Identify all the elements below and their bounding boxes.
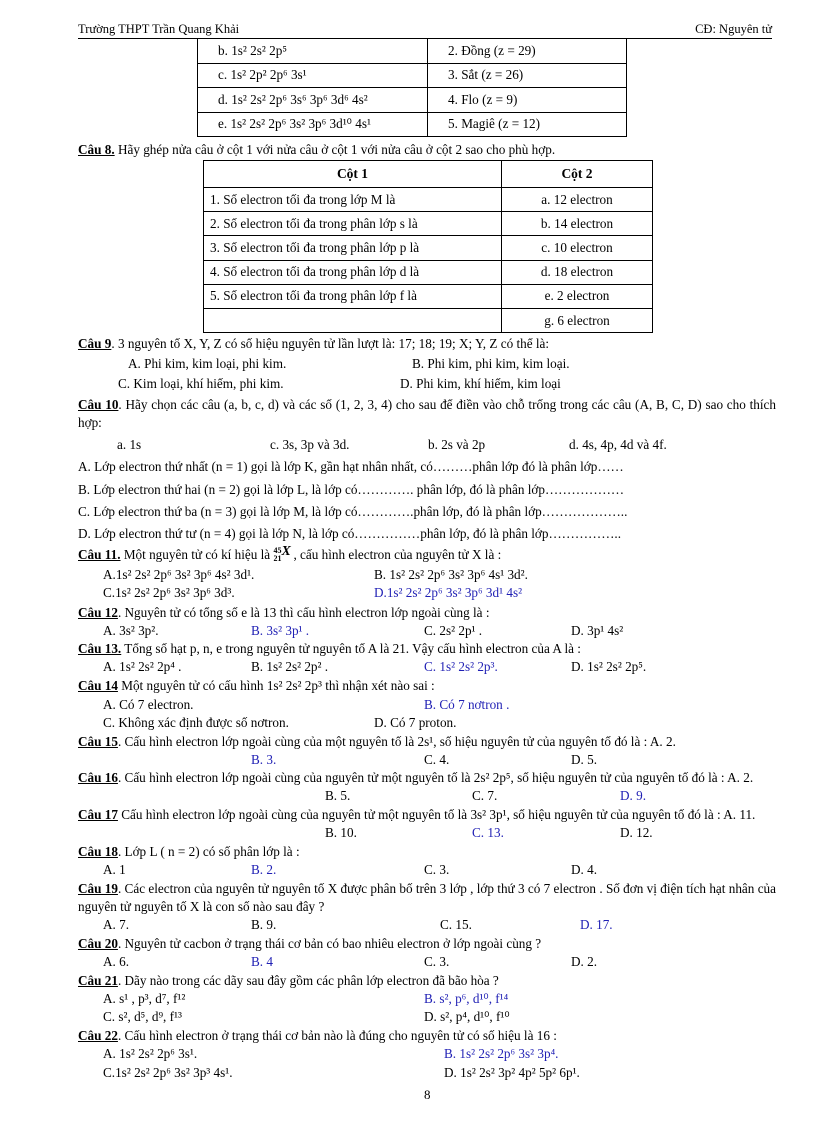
- answer-b: B. 4: [251, 954, 273, 969]
- answer-d: D.1s² 2s² 2p⁶ 3s² 3p⁶ 3d¹ 4s²: [374, 585, 523, 600]
- answer-b: B. s², p⁶, d¹⁰, f¹⁴: [424, 991, 509, 1006]
- answer-b: B. 1s² 2s² 2p⁶ 3s² 3p⁶ 4s¹ 3d².: [374, 567, 528, 582]
- matching-table-q8: [203, 160, 653, 333]
- atomic-number: 21: [273, 554, 282, 563]
- question-label: Câu 12: [78, 605, 118, 620]
- question-text: . Cấu hình electron lớp ngoài cùng của nguyên tử một nguyên tố là 2s² 2p⁵, số hiệu nguyên tử của nguyên tố đó là : A. 2.: [117, 770, 754, 785]
- question-19: [78, 880, 776, 916]
- question-label: Câu 9: [78, 336, 112, 351]
- col1-header: Cột 1: [204, 161, 502, 188]
- question-text: . Cấu hình electron lớp ngoài cùng của một nguyên tố là 2s¹, số hiệu nguyên tử của nguyên tố đó là : A. 2.: [117, 734, 676, 749]
- table-cell: 5. Magiê (z = 12): [428, 112, 627, 137]
- question-label: Câu 17: [78, 807, 118, 822]
- answer-c: C.1s² 2s² 2p⁶ 3s² 3p³ 4s¹.: [103, 1065, 233, 1080]
- answer-b: B. 1s² 2s² 2p⁶ 3s² 3p⁴.: [444, 1046, 559, 1061]
- answer-d: D. Có 7 proton.: [374, 715, 457, 730]
- table-cell: d. 1s² 2s² 2p⁶ 3s⁶ 3p⁶ 3d⁶ 4s²: [198, 88, 428, 113]
- col2-header: Cột 2: [502, 161, 653, 188]
- table-cell: 2. Số electron tối đa trong phân lớp s là: [204, 212, 502, 236]
- question-label: Câu 8.: [78, 142, 115, 157]
- answer-a: A.1s² 2s² 2p⁶ 3s² 3p⁶ 4s² 3d¹.: [103, 567, 255, 582]
- question-label: Câu 15: [78, 734, 118, 749]
- table-cell: 2. Đồng (z = 29): [428, 39, 627, 64]
- answer-a: A. s¹ , p³, d⁷, f¹²: [103, 991, 186, 1006]
- matching-table-top: [197, 38, 627, 137]
- question-text: Tổng số hạt p, n, e trong nguyên tử nguyên tố A là 21. Vậy cấu hình electron của A là :: [121, 641, 581, 656]
- answer-d: D. 3p¹ 4s²: [571, 623, 624, 638]
- table-row: [198, 88, 627, 113]
- answer-d: D. 9.: [620, 788, 647, 803]
- table-cell: 4. Flo (z = 9): [428, 88, 627, 113]
- table-row: [198, 63, 627, 88]
- answer-c: C. s², d⁵, d⁹, f¹³: [103, 1009, 182, 1024]
- answer-c: C. Không xác định được số nơtron.: [103, 715, 289, 730]
- question-text: . Hãy chọn các câu (a, b, c, d) và các số (1, 2, 3, 4) cho sau để điền vào chỗ trống trong các câu (A, B, C, D) sao cho thích hợp:: [78, 397, 776, 430]
- answer-a: A. Có 7 electron.: [103, 697, 194, 712]
- question-label: Câu 19: [78, 881, 118, 896]
- answer-b: B. 5.: [325, 788, 351, 803]
- question-label: Câu 13.: [78, 641, 122, 656]
- answer-b: B. 10.: [325, 825, 357, 840]
- answer-a: A. 1: [103, 862, 126, 877]
- question-18: [78, 843, 300, 861]
- school-name: Trường THPT Trần Quang Khải: [78, 22, 240, 36]
- page-header: [78, 24, 772, 39]
- answer-c: C. 4.: [424, 752, 450, 767]
- question-label: Câu 18: [78, 844, 118, 859]
- question-label: Câu 14: [78, 678, 118, 693]
- answer-c: C. 1s² 2s² 2p³.: [424, 659, 498, 674]
- table-cell: 3. Sắt (z = 26): [428, 63, 627, 88]
- answer-c: C. 7.: [472, 788, 498, 803]
- table-row: [204, 260, 653, 284]
- question-text: . Dãy nào trong các dãy sau đây gồm các phân lớp electron đã bão hòa ?: [117, 973, 499, 988]
- question-label: Câu 11.: [78, 547, 121, 562]
- answer-b: B. 1s² 2s² 2p² .: [251, 659, 329, 674]
- table-cell: 5. Số electron tối đa trong phân lớp f là: [204, 284, 502, 308]
- table-row: [204, 308, 653, 332]
- question-text: . Nguyên tử có tổng số e là 13 thì cấu hình electron lớp ngoài cùng là :: [117, 605, 490, 620]
- question-13: [78, 640, 581, 658]
- question-label: Câu 10: [78, 397, 119, 412]
- option-b: b. 2s và 2p: [428, 437, 486, 452]
- fill-line-c: C. Lớp electron thứ ba (n = 3) gọi là lớp M, là lớp có………….phân lớp, đó là phân lớp………………..: [78, 504, 628, 519]
- element-symbol: X: [281, 544, 291, 559]
- question-label: Câu 22: [78, 1028, 118, 1043]
- answer-b: B. Phi kim, phi kim, kim loại.: [412, 356, 570, 371]
- table-cell: d. 18 electron: [502, 260, 653, 284]
- answer-c: C.1s² 2s² 2p⁶ 3s² 3p⁶ 3d³.: [103, 585, 235, 600]
- answer-a: A. 6.: [103, 954, 130, 969]
- answer-a: A. 7.: [103, 917, 130, 932]
- question-text: Cấu hình electron lớp ngoài cùng của nguyên tử một nguyên tố là 3s² 3p¹, số hiệu nguyên tử của nguyên tố đó là : A. 11.: [117, 807, 756, 822]
- answer-c: C. 3.: [424, 862, 450, 877]
- page-number: 8: [424, 1087, 431, 1102]
- question-text: . 3 nguyên tố X, Y, Z có số hiệu nguyên tử lần lượt là: 17; 18; 19; X; Y, Z có thể là:: [111, 336, 550, 351]
- answer-c: C. 13.: [472, 825, 504, 840]
- question-text: , cấu hình electron của nguyên tử X là :: [293, 547, 502, 562]
- answer-d: D. 12.: [620, 825, 653, 840]
- answer-b: B. 3s² 3p¹ .: [251, 623, 310, 638]
- question-15: [78, 733, 776, 751]
- table-row: [198, 39, 627, 64]
- table-cell: b. 1s² 2s² 2p⁵: [198, 39, 428, 64]
- fill-line-a: A. Lớp electron thứ nhất (n = 1) gọi là lớp K, gần hạt nhân nhất, có………phân lớp đó là phân lớp……: [78, 459, 624, 474]
- option-a: a. 1s: [117, 437, 142, 452]
- answer-d: D. 1s² 2s² 2p⁵.: [571, 659, 647, 674]
- question-9: [78, 335, 776, 353]
- answer-b: B. 9.: [251, 917, 277, 932]
- question-text: . Nguyên tử cacbon ở trạng thái cơ bản có bao nhiêu electron ở lớp ngoài cùng ?: [117, 936, 542, 951]
- answer-a: A. 1s² 2s² 2p⁴ .: [103, 659, 182, 674]
- answer-a: A. 1s² 2s² 2p⁶ 3s¹.: [103, 1046, 198, 1061]
- table-row: [198, 112, 627, 137]
- table-cell: 1. Số electron tối đa trong lớp M là: [204, 188, 502, 212]
- question-text: . Lớp L ( n = 2) có số phân lớp là :: [117, 844, 300, 859]
- answer-c: C. 3.: [424, 954, 450, 969]
- question-text: Một nguyên tử có cấu hình 1s² 2s² 2p³ thì nhận xét nào sai :: [117, 678, 435, 693]
- question-11: [78, 545, 501, 564]
- question-label: Câu 20: [78, 936, 118, 951]
- table-cell: a. 12 electron: [502, 188, 653, 212]
- option-d: d. 4s, 4p, 4d và 4f.: [569, 437, 667, 452]
- topic-name: CĐ: Nguyên tử: [695, 22, 772, 36]
- question-14: [78, 677, 435, 695]
- question-text: . Các electron của nguyên tử nguyên tố X được phân bố trên 3 lớp , lớp thứ 3 có 7 electron . Số đơn vị điện tích hạt nhân của nguyên tử nguyên tố X là con số nào sau đây ?: [78, 881, 776, 914]
- table-cell: 4. Số electron tối đa trong phân lớp d là: [204, 260, 502, 284]
- answer-d: D. 4.: [571, 862, 598, 877]
- question-10: [78, 396, 776, 432]
- table-row: [204, 212, 653, 236]
- question-text: Một nguyên tử có kí hiệu là: [120, 547, 274, 562]
- answer-d: D. 17.: [580, 917, 613, 932]
- answer-b: B. Có 7 nơtron .: [424, 697, 510, 712]
- table-cell: e. 2 electron: [502, 284, 653, 308]
- answer-d: D. 5.: [571, 752, 598, 767]
- table-cell: g. 6 electron: [502, 308, 653, 332]
- question-label: Câu 21: [78, 973, 118, 988]
- answer-b: B. 2.: [251, 862, 277, 877]
- answer-d: D. Phi kim, khí hiếm, kim loại: [400, 376, 561, 391]
- question-12: [78, 604, 490, 622]
- fill-line-b: B. Lớp electron thứ hai (n = 2) gọi là lớp L, là lớp có…………. phân lớp, đó là phân lớp………………: [78, 482, 625, 497]
- question-21: [78, 972, 499, 990]
- table-cell: c. 1s² 2p² 2p⁶ 3s¹: [198, 63, 428, 88]
- mass-number: 45: [273, 546, 282, 555]
- answer-d: D. 1s² 2s² 3p² 4p² 5p² 6p¹.: [444, 1065, 580, 1080]
- table-cell: c. 10 electron: [502, 236, 653, 260]
- answer-c: C. 15.: [440, 917, 472, 932]
- answer-d: D. 2.: [571, 954, 598, 969]
- question-8: [78, 141, 776, 159]
- table-row: [204, 236, 653, 260]
- table-cell: e. 1s² 2s² 2p⁶ 3s² 3p⁶ 3d¹⁰ 4s¹: [198, 112, 428, 137]
- question-text: Hãy ghép nửa câu ở cột 1 với nửa câu ở cột 1 với nửa câu ở cột 2 sao cho phù hợp.: [114, 142, 556, 157]
- table-cell: [204, 308, 502, 332]
- question-20: [78, 935, 541, 953]
- answer-a: A. Phi kim, kim loại, phi kim.: [128, 356, 287, 371]
- table-row: [204, 284, 653, 308]
- answer-b: B. 3.: [251, 752, 277, 767]
- answer-d: D. s², p⁴, d¹⁰, f¹⁰: [424, 1009, 510, 1024]
- answer-c: C. 2s² 2p¹ .: [424, 623, 483, 638]
- answer-a: A. 3s² 3p².: [103, 623, 159, 638]
- table-cell: 3. Số electron tối đa trong phân lớp p là: [204, 236, 502, 260]
- question-16: [78, 769, 776, 787]
- option-c: c. 3s, 3p và 3d.: [270, 437, 350, 452]
- table-row: [204, 188, 653, 212]
- question-17: [78, 806, 776, 824]
- question-22: [78, 1027, 557, 1045]
- fill-line-d: D. Lớp electron thứ tư (n = 4) gọi là lớp N, là lớp có……………phân lớp, đó là phân lớp……………..: [78, 526, 621, 541]
- nuclide-symbol: [273, 544, 293, 563]
- table-cell: b. 14 electron: [502, 212, 653, 236]
- answer-c: C. Kim loại, khí hiếm, phi kim.: [118, 376, 284, 391]
- question-text: . Cấu hình electron ở trạng thái cơ bản nào là đúng cho nguyên tử có số hiệu là 16 :: [117, 1028, 557, 1043]
- question-label: Câu 16: [78, 770, 118, 785]
